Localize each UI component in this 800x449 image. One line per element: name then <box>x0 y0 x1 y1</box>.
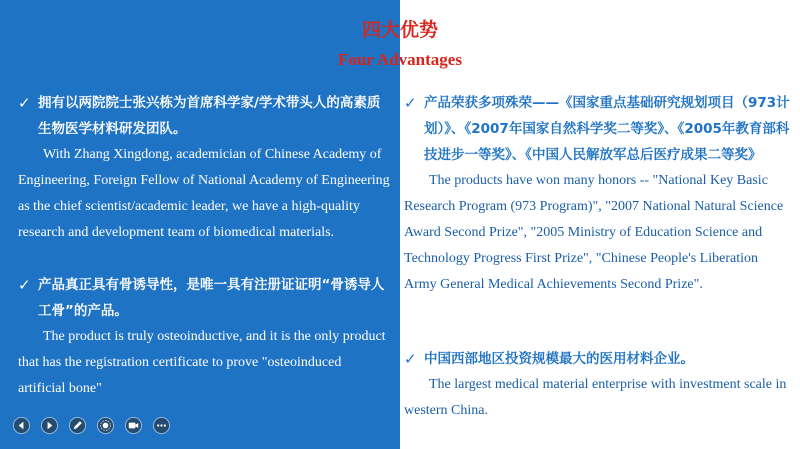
right-bullet-1-en: The products have won many honors -- "National Key Basic Research Program (973 Program)", "2007 National Natural Science Award Second Prize", "2005 Ministry of Education Science and Technology Progress First Prize", "Chinese People's Liberation Army General Medical Achievements Second Prize". <box>404 173 784 292</box>
pen-icon <box>68 416 87 435</box>
left-bullet-2-cn: 产品真正具有骨诱导性，是唯一具有注册证证明“骨诱导人工骨”的产品。 <box>38 277 385 319</box>
pen-button[interactable] <box>68 416 87 435</box>
check-icon: ✓ <box>404 94 417 112</box>
previous-slide-button[interactable] <box>12 416 31 435</box>
left-bullet-1 <box>18 90 390 246</box>
laser-pointer-button[interactable] <box>96 416 115 435</box>
check-icon: ✓ <box>18 94 31 112</box>
right-bullet-2-en: The largest medical material enterprise with investment scale in western China. <box>404 377 787 418</box>
left-bullet-1-cn: 拥有以两院院士张兴栋为首席科学家/学术带头人的高素质生物医学材料研发团队。 <box>38 95 381 137</box>
camera-button[interactable] <box>124 416 143 435</box>
slideshow-toolbar <box>12 414 171 436</box>
check-icon: ✓ <box>404 350 417 368</box>
slide-title-cn: 四大优势 <box>361 19 438 41</box>
more-icon <box>152 416 171 435</box>
slide-title-en: Four Advantages <box>338 50 462 69</box>
right-bullet-1 <box>404 90 792 298</box>
camera-icon <box>124 416 143 435</box>
right-bullet-2 <box>404 346 792 424</box>
right-bullet-2-cn: 中国西部地区投资规模最大的医用材料企业。 <box>424 351 694 367</box>
laser-pointer-icon <box>96 416 115 435</box>
next-slide-button[interactable] <box>40 416 59 435</box>
previous-icon <box>12 416 31 435</box>
left-bullet-2-en: The product is truly osteoinductive, and it is the only product that has the registration certificate to prove "osteoinduced artificial bone" <box>18 329 386 396</box>
left-bullet-1-en: With Zhang Xingdong, academician of Chinese Academy of Engineering, Foreign Fellow of National Academy of Engineering as the chief scientist/academic leader, we have a high-quality research and development team of biomedical materials. <box>18 147 390 240</box>
next-icon <box>40 416 59 435</box>
more-options-button[interactable] <box>152 416 171 435</box>
left-bullet-2 <box>18 272 390 402</box>
right-bullet-1-cn: 产品荣获多项殊荣——《国家重点基础研究规划项目（973计划）》、《2007年国家自然科学奖二等奖》、《2005年教育部科技进步一等奖》、《中国人民解放军总后医疗成果二等奖》 <box>424 95 790 163</box>
check-icon: ✓ <box>18 276 31 294</box>
